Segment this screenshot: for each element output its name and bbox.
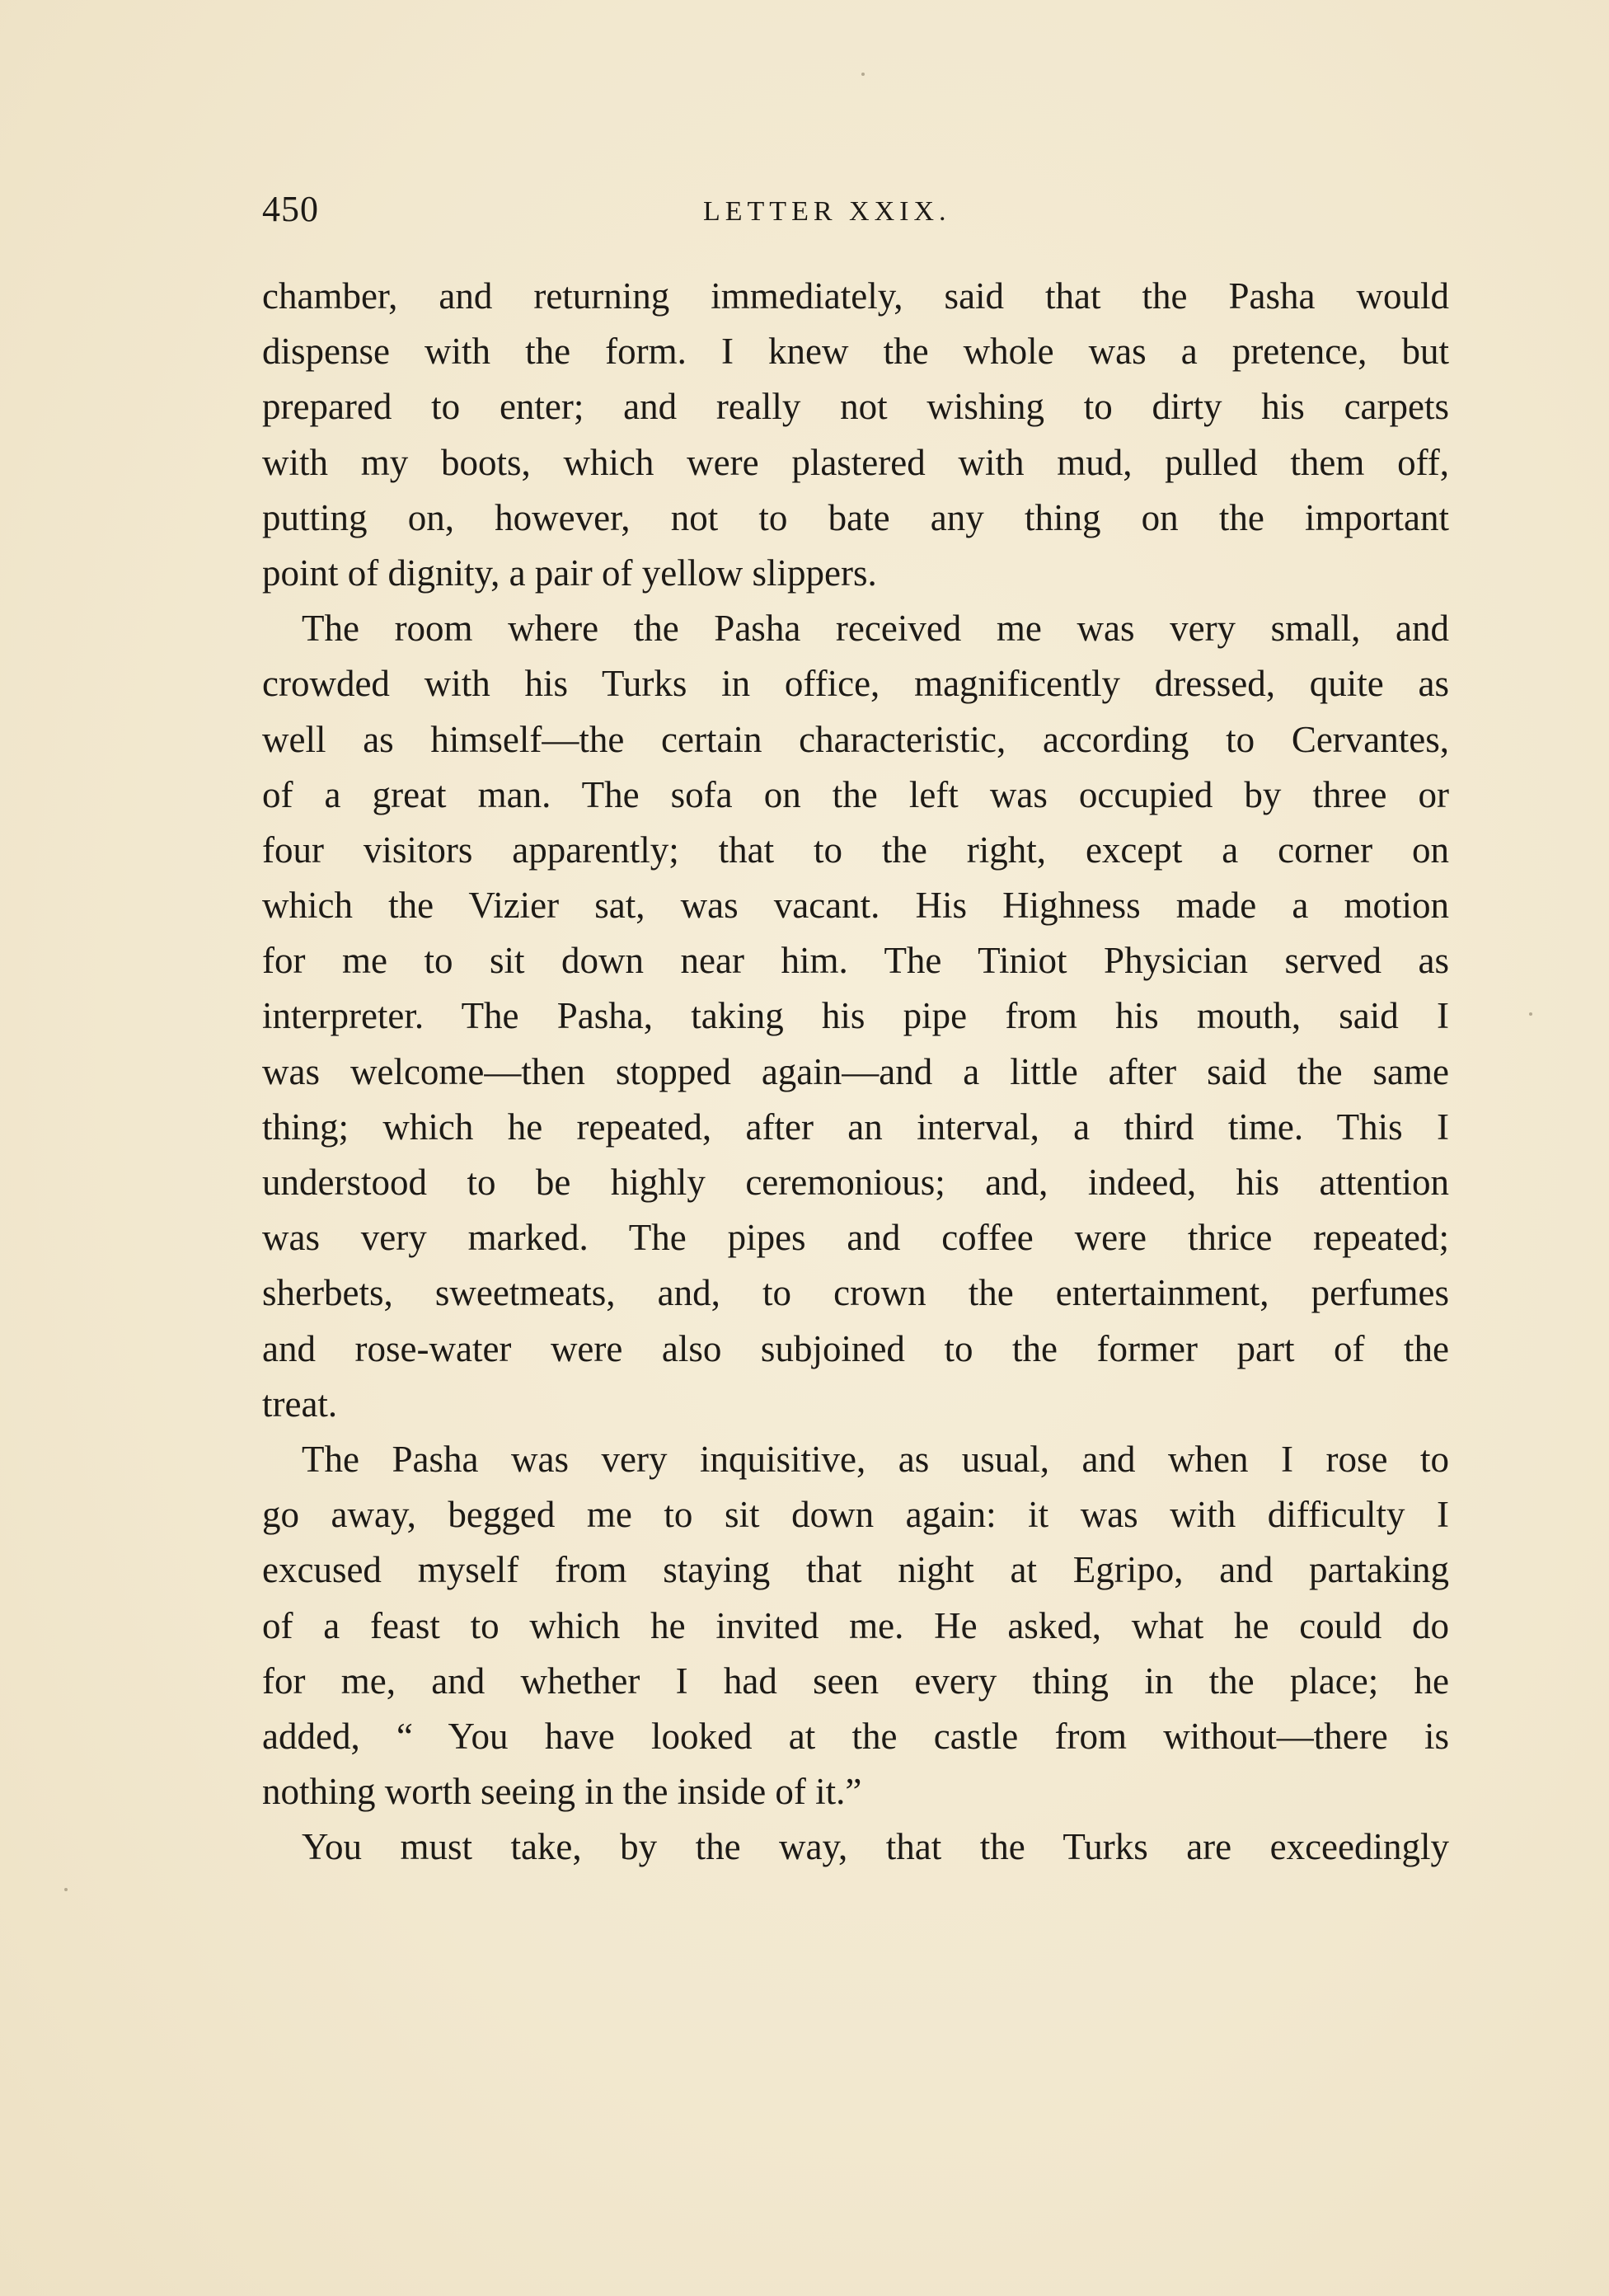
running-head-title: LETTER XXIX. <box>703 196 951 227</box>
text-line: four visitors apparently; that to the right, except a corner on <box>262 829 1449 871</box>
text-line: nothing worth seeing in the inside of it.” <box>262 1771 862 1813</box>
text-line: interpreter. The Pasha, taking his pipe from his mouth, said I <box>262 995 1449 1037</box>
text-line: and rose-water were also subjoined to the former part of the <box>262 1327 1449 1369</box>
paper-speck <box>1529 1012 1532 1016</box>
text-line: well as himself—the certain characteristic, according to Cervantes, <box>262 718 1449 760</box>
text-line: crowded with his Turks in office, magnificently dressed, quite as <box>262 663 1449 705</box>
text-line: The Pasha was very inquisitive, as usual, and when I rose to <box>302 1438 1449 1480</box>
text-line: for me to sit down near him. The Tiniot Physician served as <box>262 940 1449 982</box>
text-line: treat. <box>262 1383 338 1425</box>
text-line: chamber, and returning immediately, said that the Pasha would <box>262 275 1449 317</box>
text-line: excused myself from staying that night at Egripo, and partaking <box>262 1549 1449 1591</box>
text-line: putting on, however, not to bate any thing on the important <box>262 496 1449 538</box>
text-line: for me, and whether I had seen every thing in the place; he <box>262 1660 1449 1702</box>
text-line: understood to be highly ceremonious; and, indeed, his attention <box>262 1162 1449 1203</box>
text-line: of a great man. The sofa on the left was occupied by three or <box>262 773 1449 815</box>
paper-speck <box>64 1888 68 1891</box>
running-head <box>262 188 1449 237</box>
text-line: of a feast to which he invited me. He asked, what he could do <box>262 1604 1449 1646</box>
text-line: with my boots, which were plastered with mud, pulled them off, <box>262 441 1449 483</box>
paper-speck <box>861 73 865 76</box>
text-line: prepared to enter; and really not wishing to dirty his carpets <box>262 386 1449 428</box>
text-line: was welcome—then stopped again—and a little after said the same <box>262 1050 1449 1092</box>
body-text <box>262 269 1449 1875</box>
page-number: 450 <box>262 189 319 229</box>
text-line: You must take, by the way, that the Turks are exceedingly <box>302 1826 1449 1868</box>
text-line: was very marked. The pipes and coffee were thrice repeated; <box>262 1217 1449 1259</box>
text-line: dispense with the form. I knew the whole was a pretence, but <box>262 331 1449 373</box>
text-line: go away, begged me to sit down again: it was with difficulty I <box>262 1494 1449 1536</box>
text-line: The room where the Pasha received me was very small, and <box>302 608 1449 650</box>
text-line: which the Vizier sat, was vacant. His Highness made a motion <box>262 885 1449 927</box>
text-line: added, “ You have looked at the castle from without—there is <box>262 1715 1449 1757</box>
text-line: thing; which he repeated, after an interval, a third time. This I <box>262 1106 1449 1148</box>
text-line: sherbets, sweetmeats, and, to crown the entertainment, perfumes <box>262 1272 1449 1314</box>
text-line: point of dignity, a pair of yellow slippers. <box>262 552 877 594</box>
